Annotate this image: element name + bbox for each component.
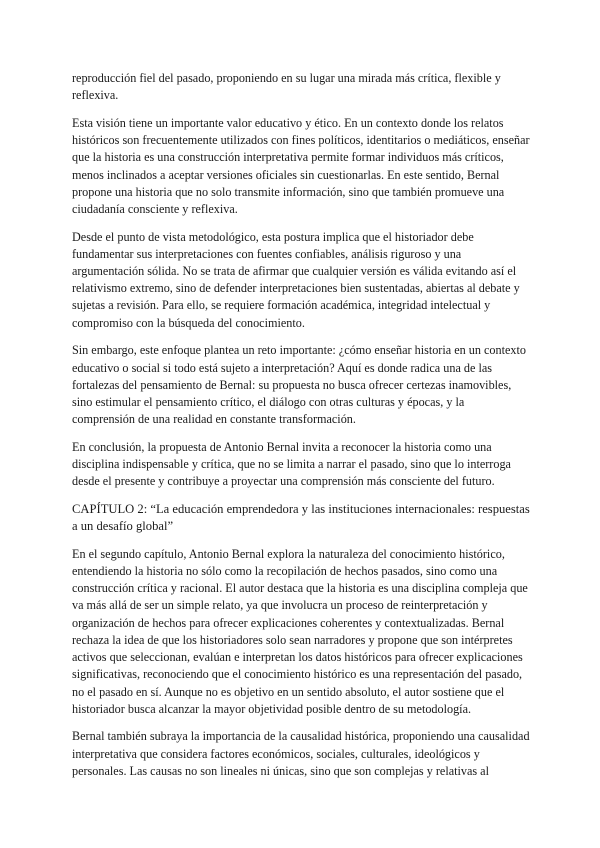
paragraph-educational-value: Esta visión tiene un importante valor educativo y ético. En un contexto donde los relatos históricos son frecuentemente utilizados con fines políticos, identitarios o mediáticos, enseñar que la historia es una construcción interpretativa permite formar individuos más críticos, menos inclinados a aceptar versiones oficiales sin cuestionarlas. En este sentido, Bernal propone una historia que no solo transmite información, sino que también promueve una ciudadanía consciente y reflexiva. bbox=[72, 115, 530, 216]
paragraph-methodology: Desde el punto de vista metodológico, esta postura implica que el historiador debe fundamentar sus interpretaciones con fuentes confiables, análisis riguroso y una argumentación sólida. No se trata de afirmar que cualquier versión es válida evitando así el relativismo extremo, sino de defender interpretaciones bien sustentadas, abiertas al debate y sujetas a revisión. Para ello, se requiere formación académica, integridad intelectual y compromiso con la búsqueda del conocimiento. bbox=[72, 229, 520, 330]
paragraph-challenge: Sin embargo, este enfoque plantea un reto importante: ¿cómo enseñar historia en un contexto educativo o social si todo está sujeto a interpretación? Aquí es donde radica una de las fortalezas del pensamiento de Bernal: su propuesta no busca ofrecer certezas inamovibles, sino estimular el pensamiento crítico, el diálogo con otras culturas y épocas, y la comprensión de una realidad en constante transformación. bbox=[72, 343, 526, 427]
paragraph-continuation: reproducción fiel del pasado, proponiendo en su lugar una mirada más crítica, flexible y reflexiva. bbox=[72, 71, 501, 103]
chapter-heading: CAPÍTULO 2: “La educación emprendedora y las instituciones internacionales: respuestas a un desafío global” bbox=[72, 501, 530, 534]
document-body bbox=[72, 70, 530, 791]
paragraph-chapter-two-intro: En el segundo capítulo, Antonio Bernal explora la naturaleza del conocimiento histórico, entendiendo la historia no sólo como la recopilación de hechos pasados, sino como una construcción crítica y racional. El autor destaca que la historia es una disciplina compleja que va más allá de ser un simple relato, ya que involucra un proceso de reinterpretación y organización de hechos para ofrecer explicaciones coherentes y contextualizadas. Bernal rechaza la idea de que los historiadores solo sean narradores y propone que son intérpretes activos que seleccionan, evalúan e interpretan los datos históricos para ofrecer explicaciones significativas, reconociendo que el conocimiento histórico es una representación del pasado, no el pasado en sí. Aunque no es objetivo en un sentido absoluto, el autor sostiene que el historiador busca alcanzar la mayor objetividad posible dentro de su metodología. bbox=[72, 546, 528, 716]
paragraph-causality: Bernal también subraya la importancia de la causalidad histórica, proponiendo una causalidad interpretativa que considera factores económicos, sociales, culturales, ideológicos y personales. Las causas no son lineales ni únicas, sino que son complejas y relativas al bbox=[72, 729, 530, 778]
paragraph-conclusion: En conclusión, la propuesta de Antonio Bernal invita a reconocer la historia como una disciplina indispensable y crítica, que no se limita a narrar el pasado, sino que lo interroga desde el presente y contribuye a proyectar una comprensión más consciente del futuro. bbox=[72, 439, 511, 489]
